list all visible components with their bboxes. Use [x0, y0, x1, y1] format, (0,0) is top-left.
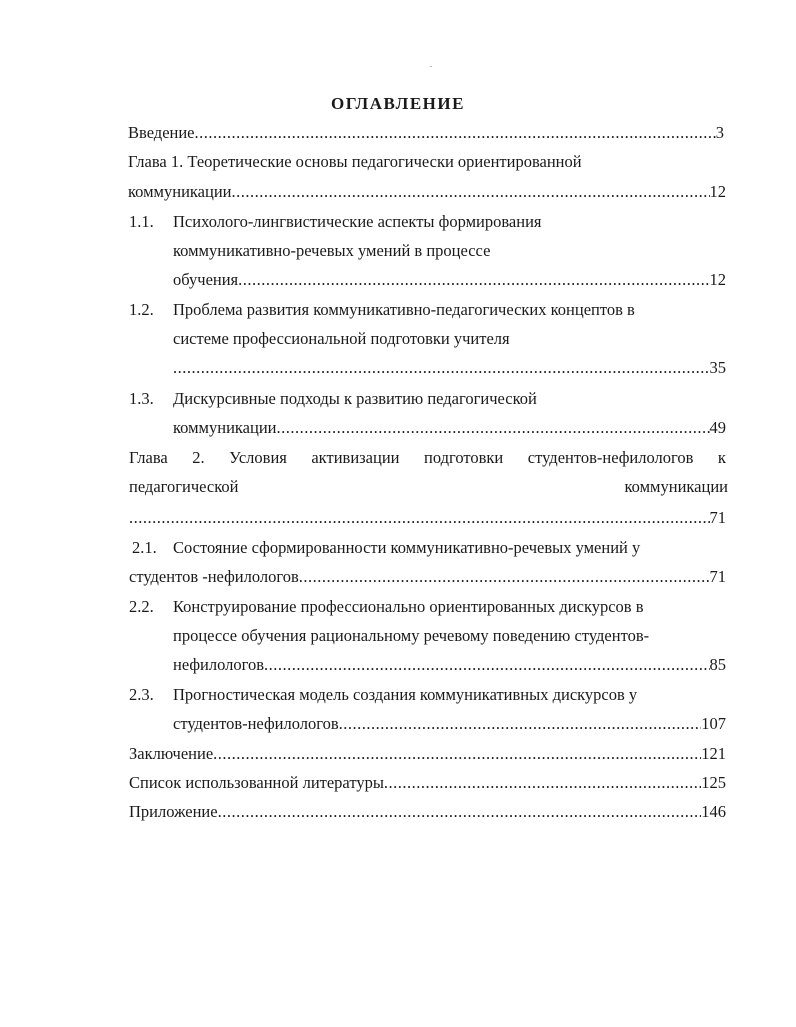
toc-leader-dots [195, 122, 716, 144]
toc-entry-label: Введение [128, 123, 195, 142]
toc-section-number: 1.2. [129, 300, 154, 319]
toc-word: активизации [311, 448, 400, 467]
toc-section-1-1-line1[interactable]: Психолого-лингвистические аспекты формирования [173, 212, 542, 231]
toc-leader-dots [238, 269, 709, 291]
toc-entry-section-1-1[interactable] [173, 269, 726, 291]
toc-page-number: 71 [709, 508, 726, 527]
toc-page-number: 3 [715, 123, 724, 142]
toc-leader-dots [129, 507, 710, 529]
toc-entry-label: Список использованной литературы [129, 773, 384, 792]
toc-word: педагогической [129, 477, 239, 496]
toc-entry-conclusion[interactable] [129, 743, 726, 765]
toc-word: к [717, 448, 726, 467]
scan-speck [430, 66, 432, 67]
toc-section-2-3-line1[interactable]: Прогностическая модель создания коммуникативных дискурсов у [173, 685, 638, 704]
toc-section-number: 2.3. [129, 685, 154, 704]
toc-entry-section-2-3[interactable] [173, 713, 726, 735]
toc-chapter1-line1[interactable]: Глава 1. Теоретические основы педагогически ориентированной [128, 152, 582, 171]
toc-leader-dots [277, 417, 710, 439]
toc-entry-label: студентов -нефилологов [129, 567, 299, 586]
toc-section-number: 1.1. [129, 212, 154, 231]
toc-entry-chapter1[interactable] [128, 181, 726, 203]
toc-leader-dots [173, 357, 710, 379]
toc-page-number: 49 [709, 418, 726, 437]
toc-chapter2-line1[interactable] [129, 447, 726, 469]
toc-section-1-2-line2[interactable]: системе профессиональной подготовки учителя [173, 329, 510, 348]
toc-entry-label: коммуникации [173, 418, 277, 437]
toc-entry-label: обучения [173, 270, 239, 289]
toc-section-number: 2.1. [132, 538, 157, 557]
toc-entry-label: студентов-нефилологов [173, 714, 339, 733]
toc-section-2-2-line1[interactable]: Конструирование профессионально ориентированных дискурсов в [173, 597, 644, 616]
toc-page-number: 12 [709, 270, 726, 289]
toc-page-number: 107 [701, 714, 726, 733]
toc-section-number: 2.2. [129, 597, 154, 616]
toc-entry-intro[interactable] [128, 122, 724, 144]
toc-page-number: 35 [709, 358, 726, 377]
toc-leader-dots [213, 743, 701, 765]
toc-leader-dots [384, 772, 701, 794]
toc-leader-dots [218, 801, 702, 823]
toc-entry-section-1-2[interactable] [173, 357, 726, 379]
toc-leader-dots [264, 654, 709, 676]
toc-leader-dots [232, 181, 710, 203]
toc-entry-section-2-1[interactable] [129, 566, 726, 588]
toc-word: студентов-нефилологов [527, 448, 694, 467]
toc-entry-section-2-2[interactable] [173, 654, 726, 676]
toc-page-number: 146 [701, 802, 726, 821]
toc-chapter2-line2[interactable] [129, 476, 728, 498]
toc-section-1-1-line2[interactable]: коммуникативно-речевых умений в процессе [173, 241, 491, 260]
toc-page-number: 85 [709, 655, 726, 674]
toc-entry-appendix[interactable] [129, 801, 726, 823]
toc-word: Глава [129, 448, 168, 467]
page-title: ОГЛАВЛЕНИЕ [331, 94, 465, 113]
toc-entry-section-1-3[interactable] [173, 417, 726, 439]
toc-word: коммуникации [624, 477, 728, 496]
toc-section-number: 1.3. [129, 389, 154, 408]
toc-leader-dots [299, 566, 710, 588]
toc-entry-references[interactable] [129, 772, 726, 794]
toc-entry-label: Заключение [129, 744, 214, 763]
toc-section-2-2-line2[interactable]: процессе обучения рациональному речевому поведению студентов- [173, 626, 650, 645]
toc-section-1-2-line1[interactable]: Проблема развития коммуникативно-педагогических концептов в [173, 300, 635, 319]
toc-entry-label: нефилологов [173, 655, 265, 674]
toc-entry-label: коммуникации [128, 182, 232, 201]
toc-entry-label: Приложение [129, 802, 218, 821]
toc-section-1-3-line1[interactable]: Дискурсивные подходы к развитию педагогической [173, 389, 537, 408]
toc-word: 2. [192, 448, 205, 467]
toc-word: Условия [229, 448, 287, 467]
toc-word: подготовки [423, 448, 504, 467]
toc-entry-chapter2[interactable] [129, 507, 726, 529]
toc-leader-dots [339, 713, 702, 735]
toc-page-number: 125 [701, 773, 726, 792]
toc-page-number: 121 [701, 744, 726, 763]
toc-section-2-1-line1[interactable]: Состояние сформированности коммуникативно-речевых умений у [173, 538, 641, 557]
toc-page-number: 71 [709, 567, 726, 586]
toc-page-number: 12 [709, 182, 726, 201]
